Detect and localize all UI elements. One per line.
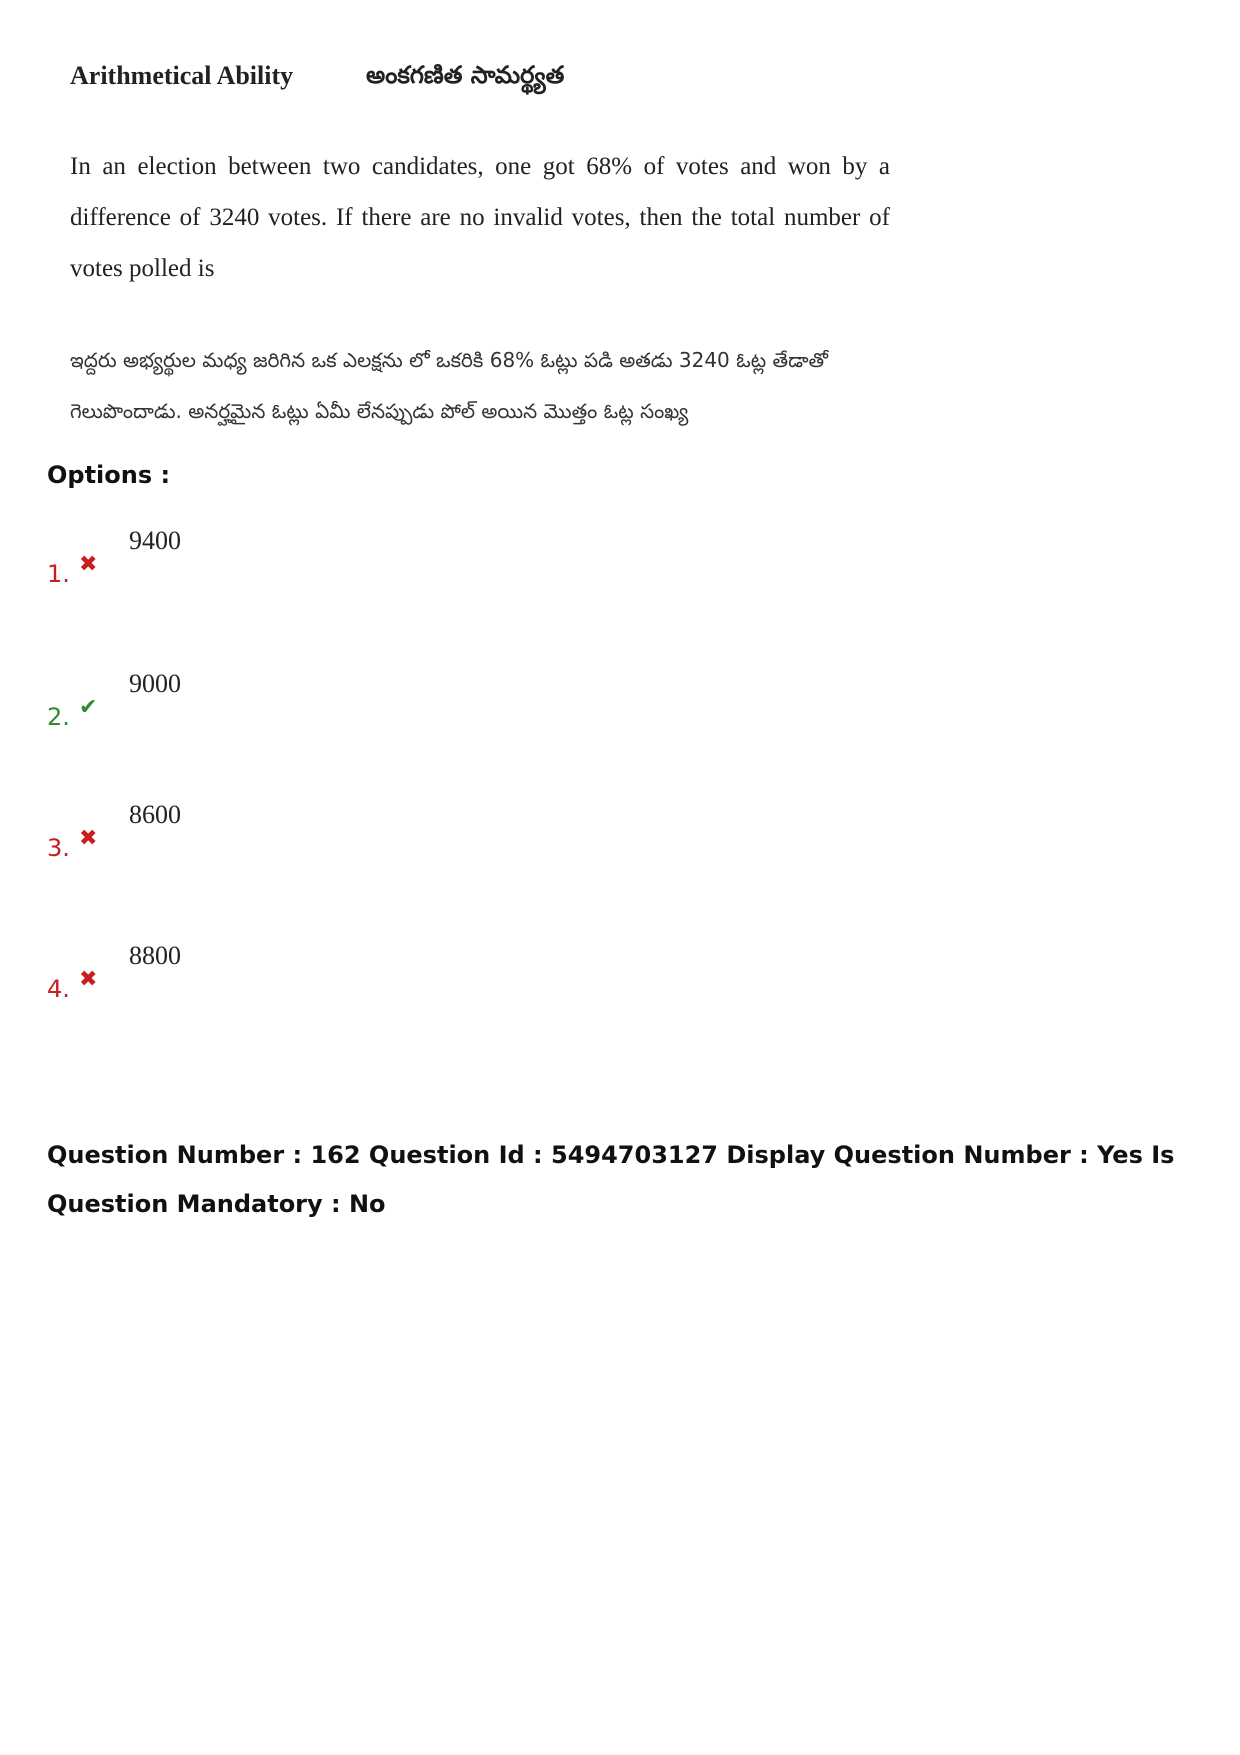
question-text-telugu: ఇద్దరు అభ్యర్థుల మధ్య జరిగిన ఒక ఎలక్షను లో ఒకరికి 68% ఓట్లు పడి అతడు 3240 ఓట్ల తేడాతో గెలుపొందాడు. అనర్హమైన ఓట్లు ఏమీ లేనప్పుడు పోల్ అయిన మొత్తం ఓట్ల సంఖ్య xyxy=(70,348,829,423)
cross-icon: ✖ xyxy=(79,967,98,992)
subject-title-telugu: అంకగణిత సామర్థ్యత xyxy=(366,61,565,89)
option-number: 4. xyxy=(47,975,70,1003)
option-2 xyxy=(47,669,547,729)
question-image xyxy=(70,55,900,435)
option-1 xyxy=(47,526,547,586)
option-value: 8800 xyxy=(129,941,181,970)
check-icon: ✔ xyxy=(79,695,98,720)
question-text-english: In an election between two candidates, one got 68% of votes and won by a difference of 3240 votes. If there are no invalid votes, then the total number of votes polled is xyxy=(70,153,890,282)
cross-icon: ✖ xyxy=(79,826,98,851)
subject-row xyxy=(70,55,900,99)
option-4 xyxy=(47,941,547,1001)
option-value: 9000 xyxy=(129,669,181,698)
option-value: 9400 xyxy=(129,526,181,555)
option-number: 2. xyxy=(47,703,70,731)
question-metadata: Question Number : 162 Question Id : 5494703127 Display Question Number : Yes Is Question Mandatory : No xyxy=(47,1141,1175,1218)
cross-icon: ✖ xyxy=(79,552,98,577)
options-heading: Options : xyxy=(47,461,171,489)
subject-title-english: Arithmetical Ability xyxy=(70,61,294,90)
option-value: 8600 xyxy=(129,800,181,829)
option-number: 3. xyxy=(47,834,70,862)
option-number: 1. xyxy=(47,560,70,588)
option-3 xyxy=(47,800,547,860)
